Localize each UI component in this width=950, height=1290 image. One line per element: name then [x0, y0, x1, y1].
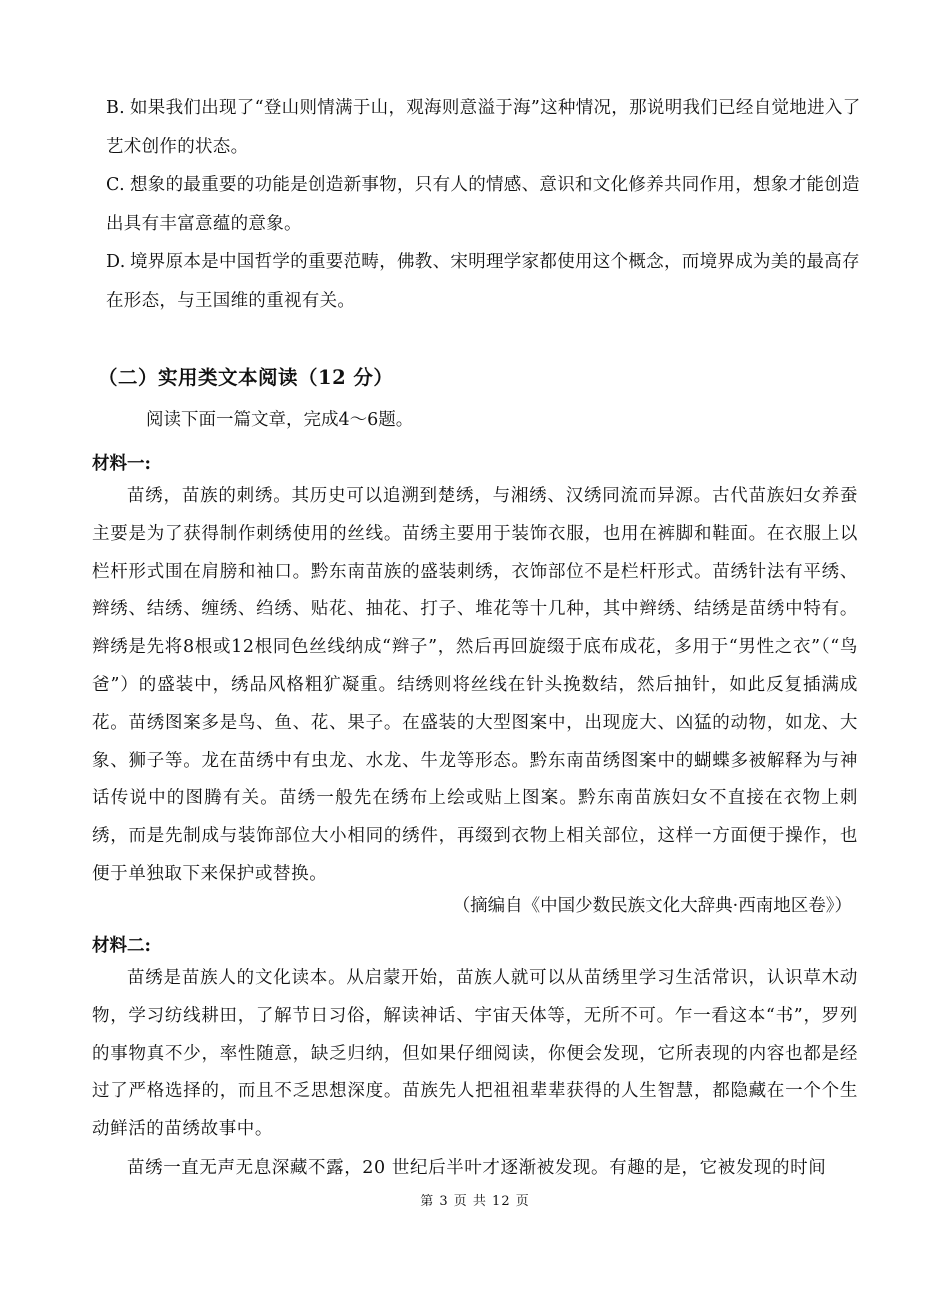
section-intro: 阅读下面一篇文章，完成4～6题。: [146, 410, 414, 430]
option-b-text: [106, 89, 862, 167]
material-2-paragraph-1: 苗绣是苗族人的文化读本。从启蒙开始，苗族人就可以从苗绣里学习生活常识，认识草木动物，学习纺线耕田，了解节日习俗，解读神话、宇宙天体等，无所不可。乍一看这本“书”，罗列的事物真不少，率性随意，缺乏归纳，但如果仔细阅读，你便会发现，它所表现的内容也都是经过了严格选择的，而且不乏思想深度。苗族先人把祖祖辈辈获得的人生智慧，都隐藏在一个个生动鲜活的苗绣故事中。: [92, 968, 858, 1140]
option-b: [106, 89, 862, 167]
option-c-label: C.: [106, 175, 125, 195]
option-b-label: B.: [106, 98, 126, 118]
material-1-paragraph: 苗绣，苗族的刺绣。其历史可以追溯到楚绣，与湘绣、汉绣同流而异源。古代苗族妇女养蚕主要是为了获得制作刺绣使用的丝线。苗绣主要用于装饰衣服，也用在裤脚和鞋面。在衣服上以栏杆形式围在肩膀和袖口。黔东南苗族的盛装刺绣，衣饰部位不是栏杆形式。苗绣针法有平绣、辫绣、结绣、缠绣、绉绣、贴花、抽花、打子、堆花等十几种，其中辫绣、结绣是苗绣中特有。辫绣是先将8根或12根同色丝线纳成“辫子”，然后再回旋缀于底布成花，多用于“男性之衣”（“鸟爸”）的盛装中，绣品风格粗犷凝重。结绣则将丝线在针头挽数结，然后抽针，如此反复插满成花。苗绣图案多是鸟、鱼、花、果子。在盛装的大型图案中，出现庞大、凶猛的动物，如龙、大象、狮子等。龙在苗绣中有虫龙、水龙、牛龙等形态。黔东南苗绣图案中的蝴蝶多被解释为与神话传说中的图腾有关。苗绣一般先在绣布上绘或贴上图案。黔东南苗族妇女不直接在衣物上刺绣，而是先制成与装饰部位大小相同的绣件，再缀到衣物上相关部位，这样一方面便于操作，也便于单独取下来保护或替换。: [92, 486, 858, 884]
option-c-text: [106, 166, 862, 244]
option-d-label: D.: [106, 252, 126, 272]
option-c-content: 想象的最重要的功能是创造新事物，只有人的情感、意识和文化修养共同作用，想象才能创造出具有丰富意蕴的意象。: [106, 175, 860, 234]
page-footer: 第 3 页 共 12 页: [420, 1194, 530, 1209]
material-1-title: 材料一:: [92, 454, 151, 474]
option-c: [106, 166, 862, 244]
option-d-text: [106, 243, 862, 321]
material-2-paragraph-2: 苗绣一直无声无息深藏不露，20 世纪后半叶才逐渐被发现。有趣的是，它被发现的时间: [127, 1158, 827, 1178]
option-d: [106, 243, 862, 321]
material-2-title: 材料二:: [92, 936, 151, 956]
section-title: （二）实用类文本阅读（12 分）: [98, 366, 394, 389]
option-d-content: 境界原本是中国哲学的重要范畴，佛教、宋明理学家都使用这个概念，而境界成为美的最高存在形态，与王国维的重视有关。: [106, 252, 860, 311]
material-1-source: （摘编自《中国少数民族文化大辞典·西南地区卷》）: [452, 896, 852, 916]
option-b-content: 如果我们出现了“登山则情满于山，观海则意溢于海”这种情况，那说明我们已经自觉地进入了艺术创作的状态。: [106, 98, 861, 157]
